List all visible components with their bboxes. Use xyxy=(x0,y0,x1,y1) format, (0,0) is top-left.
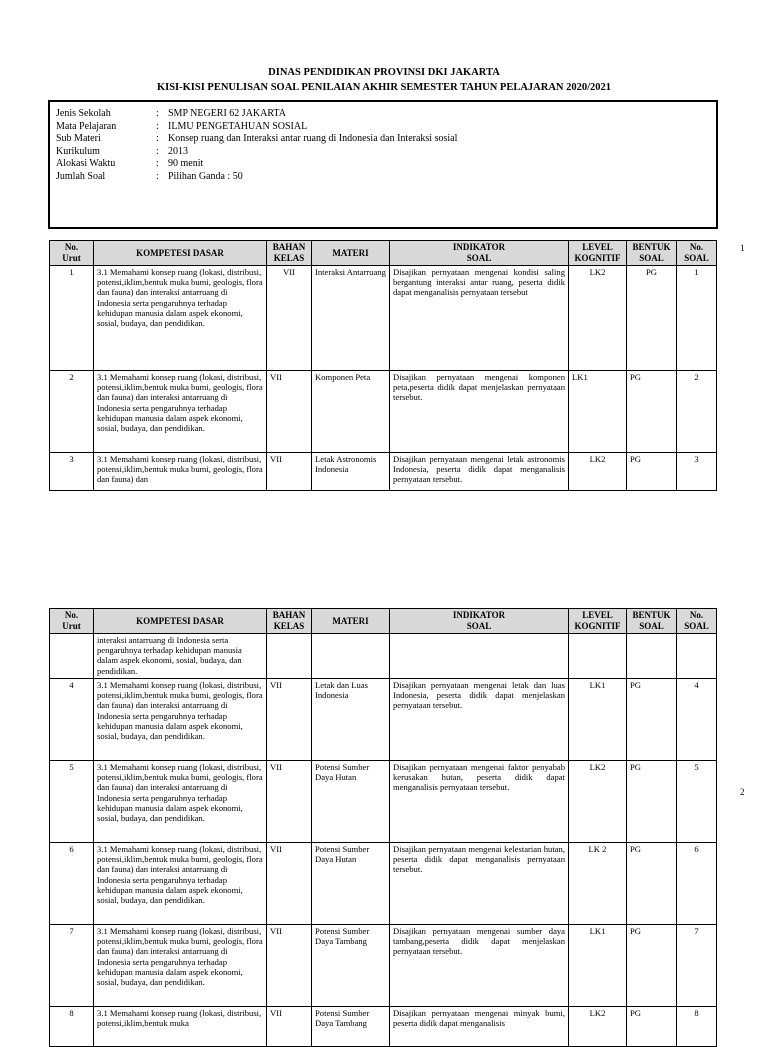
table-row xyxy=(50,843,717,925)
col-bentuk-soal: BENTUK SOAL xyxy=(627,241,677,266)
col-no-soal: No. SOAL xyxy=(677,241,717,266)
cell-level: LK2 xyxy=(569,1007,627,1047)
info-colon: : xyxy=(156,120,159,132)
cell-indikator xyxy=(390,634,569,679)
info-row xyxy=(56,121,710,134)
col-no-soal: No. SOAL xyxy=(677,609,717,634)
cell-kelas: VII xyxy=(267,679,312,761)
cell-kompetensi: 3.1 Memahami konsep ruang (lokasi, distribusi, potensi,iklim,bentuk muka bumi, geologis, flora dan fauna) dan interaksi antarruang di Indonesia serta pengaruhnya terhadap kehidupan manusia dalam aspek ekonomi, sosial, budaya, dan pendidikan. xyxy=(94,679,267,761)
cell-indikator: Disajikan pernyataan mengenai faktor penyabab kerusakan hutan, peserta didik dapat menganalisis pernyataan tersebut. xyxy=(390,761,569,843)
cell-nosoal: 2 xyxy=(677,371,717,453)
cell-materi xyxy=(312,634,390,679)
cell-bentuk: PG xyxy=(627,843,677,925)
info-value: 90 menit xyxy=(168,158,204,170)
cell-kelas: VII xyxy=(267,1007,312,1047)
document-header xyxy=(0,65,768,95)
grid-table-2 xyxy=(49,608,717,1047)
info-box xyxy=(48,100,718,229)
info-colon: : xyxy=(156,108,159,119)
cell-materi: Potensi Sumber Daya Tambang xyxy=(312,1007,390,1047)
cell-no: 2 xyxy=(50,371,94,453)
cell-bentuk: PG xyxy=(627,266,677,371)
info-label: Alokasi Waktu xyxy=(56,158,116,170)
cell-indikator: Disajikan pernyataan mengenai minyak bumi, peserta didik dapat menganalisis xyxy=(390,1007,569,1047)
col-no-urut: No. Urut xyxy=(50,241,94,266)
cell-no: 4 xyxy=(50,679,94,761)
col-level-kognitif: LEVEL KOGNITIF xyxy=(569,609,627,634)
cell-materi: Letak dan Luas Indonesia xyxy=(312,679,390,761)
cell-kelas: VII xyxy=(267,843,312,925)
header-line-2: KISI-KISI PENULISAN SOAL PENILAIAN AKHIR SEMESTER TAHUN PELAJARAN 2020/2021 xyxy=(156,82,612,93)
info-colon: : xyxy=(156,158,159,170)
page-number-1: 1 xyxy=(740,243,745,253)
cell-kompetensi: 3.1 Memahami konsep ruang (lokasi, distribusi, potensi,iklim,bentuk muka bumi, geologis, flora dan fauna) dan interaksi antarruang di Indonesia serta pengaruhnya terhadap kehidupan manusia dalam aspek ekonomi, sosial, budaya, dan pendidikan. xyxy=(94,761,267,843)
cell-kelas: VII xyxy=(267,266,312,371)
table-row xyxy=(50,371,717,453)
info-row xyxy=(56,108,710,121)
col-no-urut: No. Urut xyxy=(50,609,94,634)
cell-materi: Komponen Peta xyxy=(312,371,390,453)
info-row xyxy=(56,171,710,184)
cell-materi: Potensi Sumber Daya Hutan xyxy=(312,843,390,925)
cell-kompetensi: 3.1 Memahami konsep ruang (lokasi, distribusi, potensi,iklim,bentuk muka xyxy=(94,1007,267,1047)
cell-indikator: Disajikan pernyataan mengenai sumber daya tambang,peserta didik dapat menjelaskan pernyataan tersebut. xyxy=(390,925,569,1007)
col-bentuk-soal: BENTUK SOAL xyxy=(627,609,677,634)
cell-bentuk: PG xyxy=(627,371,677,453)
info-label: Jumlah Soal xyxy=(56,170,106,182)
cell-level: LK2 xyxy=(569,761,627,843)
cell-no: 8 xyxy=(50,1007,94,1047)
cell-kelas: VII xyxy=(267,371,312,453)
cell-nosoal: 7 xyxy=(677,925,717,1007)
info-label: Kurikulum xyxy=(56,145,100,157)
cell-kelas: VII xyxy=(267,453,312,491)
cell-level xyxy=(569,634,627,679)
cell-no: 6 xyxy=(50,843,94,925)
col-bahan-kelas: BAHAN KELAS xyxy=(267,609,312,634)
cell-indikator: Disajikan pernyataan mengenai kelestarian hutan, peserta didik dapat menganalisis pernyataan tersebut. xyxy=(390,843,569,925)
cell-bentuk: PG xyxy=(627,453,677,491)
cell-level: LK1 xyxy=(569,925,627,1007)
cell-indikator: Disajikan pernyataan mengenai letak astronomis Indonesia, peserta didik dapat menganalisis pernyataan tersebut. xyxy=(390,453,569,491)
cell-no: 3 xyxy=(50,453,94,491)
cell-bentuk: PG xyxy=(627,761,677,843)
cell-nosoal: 5 xyxy=(677,761,717,843)
col-materi: MATERI xyxy=(312,609,390,634)
table-row xyxy=(50,266,717,371)
cell-kompetensi: 3.1 Memahami konsep ruang (lokasi, distribusi, potensi,iklim,bentuk muka bumi, geologis, flora dan fauna) dan interaksi antarruang di Indonesia serta pengaruhnya terhadap kehidupan manusia dalam aspek ekonomi, sosial, budaya, dan pendidikan. xyxy=(94,371,267,453)
info-value: SMP NEGERI 62 JAKARTA xyxy=(168,108,286,119)
table-row xyxy=(50,679,717,761)
info-value: ILMU PENGETAHUAN SOSIAL xyxy=(168,120,308,132)
col-bahan-kelas: BAHAN KELAS xyxy=(267,241,312,266)
cell-kompetensi: 3.1 Memahami konsep ruang (lokasi, distribusi, potensi,iklim,bentuk muka bumi, geologis, flora dan fauna) dan xyxy=(94,453,267,491)
cell-nosoal: 4 xyxy=(677,679,717,761)
info-row xyxy=(56,133,710,146)
cell-nosoal xyxy=(677,634,717,679)
cell-indikator: Disajikan pernyataan mengenai kondisi saling bergantung interaksi antar ruang, peserta didik dapat menganalisis pernyataan tersebut xyxy=(390,266,569,371)
cell-nosoal: 6 xyxy=(677,843,717,925)
col-materi: MATERI xyxy=(312,241,390,266)
info-label: Mata Pelajaran xyxy=(56,120,117,132)
cell-no: 1 xyxy=(50,266,94,371)
col-indikator-soal: INDIKATOR SOAL xyxy=(390,609,569,634)
info-value: 2013 xyxy=(168,145,188,157)
cell-bentuk: PG xyxy=(627,1007,677,1047)
cell-level: LK2 xyxy=(569,453,627,491)
cell-bentuk xyxy=(627,634,677,679)
info-label: Jenis Sekolah xyxy=(56,108,111,119)
cell-no: 5 xyxy=(50,761,94,843)
cell-kompetensi: 3.1 Memahami konsep ruang (lokasi, distribusi, potensi,iklim,bentuk muka bumi, geologis, flora dan fauna) dan interaksi antarruang di Indonesia serta pengaruhnya terhadap kehidupan manusia dalam aspek ekonomi, sosial, budaya, dan pendidikan. xyxy=(94,925,267,1007)
info-value: Pilihan Ganda : 50 xyxy=(168,170,243,182)
table-header-row xyxy=(50,609,717,634)
col-indikator-soal: INDIKATOR SOAL xyxy=(390,241,569,266)
info-value: Konsep ruang dan Interaksi antar ruang di Indonesia dan Interaksi sosial xyxy=(168,133,458,145)
cell-kompetensi: 3.1 Memahami konsep ruang (lokasi, distribusi, potensi,iklim,bentuk muka bumi, geologis, flora dan fauna) dan interaksi antarruang di Indonesia serta pengaruhnya terhadap kehidupan manusia dalam aspek ekonomi, sosial, budaya, dan pendidikan. xyxy=(94,843,267,925)
cell-no xyxy=(50,634,94,679)
col-kompetensi-dasar: KOMPETESI DASAR xyxy=(94,609,267,634)
page-number-2: 2 xyxy=(740,787,745,797)
cell-level: LK1 xyxy=(569,371,627,453)
grid-table-1 xyxy=(49,240,717,491)
table-row xyxy=(50,761,717,843)
cell-no: 7 xyxy=(50,925,94,1007)
info-colon: : xyxy=(156,170,159,182)
cell-kelas: VII xyxy=(267,761,312,843)
cell-level: LK2 xyxy=(569,266,627,371)
cell-indikator: Disajikan pernyataan mengenai komponen peta,peserta didik dapat menjelaskan pernyataan tersebut. xyxy=(390,371,569,453)
table-row xyxy=(50,925,717,1007)
cell-level: LK1 xyxy=(569,679,627,761)
info-colon: : xyxy=(156,133,159,145)
cell-nosoal: 1 xyxy=(677,266,717,371)
table-header-row xyxy=(50,241,717,266)
header-line-1: DINAS PENDIDIKAN PROVINSI DKI JAKARTA xyxy=(268,67,500,78)
cell-kompetensi: interaksi antarruang di Indonesia serta pengaruhnya terhadap kehidupan manusia dalam aspek ekonomi, sosial, budaya, dan pendidikan. xyxy=(94,634,267,679)
col-level-kognitif: LEVEL KOGNITIF xyxy=(569,241,627,266)
cell-kompetensi: 3.1 Memahami konsep ruang (lokasi, distribusi, potensi,iklim,bentuk muka bumi, geologis, flora dan fauna) dan interaksi antarruang di Indonesia serta pengaruhnya terhadap kehidupan manusia dalam aspek ekonomi, sosial, budaya, dan pendidikan. xyxy=(94,266,267,371)
cell-indikator: Disajikan pernyataan mengenai letak dan luas Indonesia, peserta didik dapat menjelaskan pernyataan tersebut. xyxy=(390,679,569,761)
table-row-continued xyxy=(50,634,717,679)
info-colon: : xyxy=(156,145,159,157)
cell-materi: Potensi Sumber Daya Hutan xyxy=(312,761,390,843)
cell-materi: Potensi Sumber Daya Tambang xyxy=(312,925,390,1007)
cell-nosoal: 8 xyxy=(677,1007,717,1047)
cell-level: LK 2 xyxy=(569,843,627,925)
info-row xyxy=(56,146,710,159)
cell-kelas: VII xyxy=(267,925,312,1007)
cell-bentuk: PG xyxy=(627,925,677,1007)
cell-materi: Letak Astronomis Indonesia xyxy=(312,453,390,491)
cell-nosoal: 3 xyxy=(677,453,717,491)
cell-materi: Interaksi Antarruang xyxy=(312,266,390,371)
table-row xyxy=(50,453,717,491)
cell-bentuk: PG xyxy=(627,679,677,761)
info-row xyxy=(56,158,710,171)
col-kompetensi-dasar: KOMPETESI DASAR xyxy=(94,241,267,266)
info-label: Sub Materi xyxy=(56,133,101,145)
cell-kelas xyxy=(267,634,312,679)
table-row xyxy=(50,1007,717,1047)
